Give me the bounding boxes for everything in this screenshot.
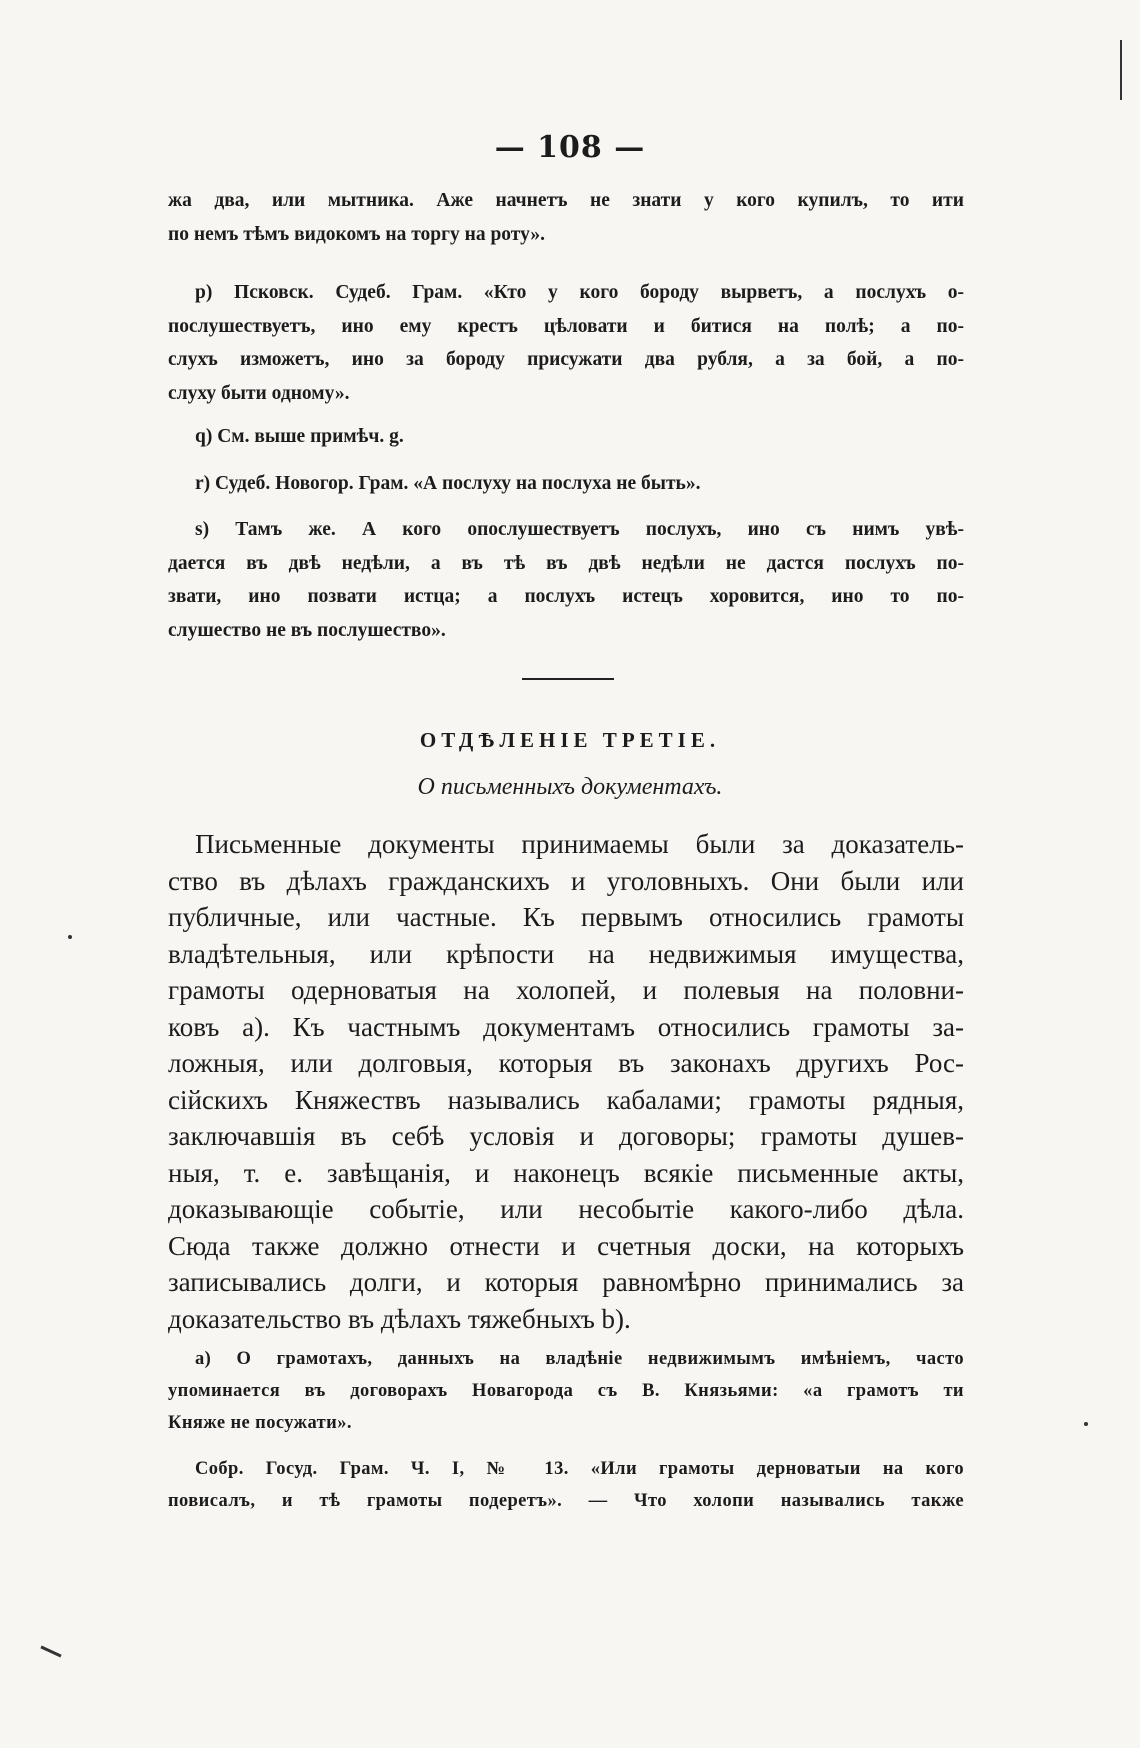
footnote-q xyxy=(168,420,964,454)
section-subtitle: О письменныхъ документахъ. xyxy=(417,774,723,800)
scan-speck xyxy=(68,935,72,939)
text-line: p) Псковск. Судеб. Грам. «Кто у кого бороду вырветъ, а послухъ о- xyxy=(195,282,964,303)
main-paragraph xyxy=(168,826,964,1337)
text-line: ковъ a). Къ частнымъ документамъ относились грамоты за- xyxy=(168,1011,964,1042)
text-line: жа два, или мытника. Аже начнетъ не знати у кого купилъ, то ити xyxy=(168,190,964,211)
text-line: владѣтельныя, или крѣпости на недвижимыя имущества, xyxy=(168,938,964,969)
text-line: сійскихъ Княжествъ назывались кабалами; грамоты рядныя, xyxy=(168,1084,964,1115)
text-line: звати, ино позвати истца; а послухъ истецъ хоровится, ино то по- xyxy=(168,586,964,607)
footnote-a xyxy=(168,1343,964,1439)
section-title: ОТДѢЛЕНІЕ ТРЕТІЕ. xyxy=(419,728,721,752)
footnote-p xyxy=(168,276,964,410)
text-line: записывались долги, и которыя равномѣрно принимались за xyxy=(168,1267,964,1297)
text-line: Сюда также должно отнести и счетныя доски, на которыхъ xyxy=(168,1230,964,1261)
text-line: публичные, или частные. Къ первымъ относились грамоты xyxy=(168,902,964,932)
text-line: слухъ изможетъ, ино за бороду присужати два рубля, а за бой, а по- xyxy=(168,349,964,370)
text-line: ложныя, или долговыя, которыя въ законахъ другихъ Рос- xyxy=(168,1048,964,1078)
footnote-continuation xyxy=(168,184,964,251)
text-line: слушество не въ послушество». xyxy=(168,619,446,641)
text-line: по немъ тѣмъ видокомъ на торгу на роту». xyxy=(168,223,545,245)
page-number: — 108 — xyxy=(494,130,646,165)
text-line: q) См. выше примѣч. g. xyxy=(195,426,404,447)
text-line: доказывающіе событіе, или несобытіе какого-либо дѣла. xyxy=(168,1194,964,1224)
text-line: a) О грамотахъ, данныхъ на владѣніе недвижимымъ имѣніемъ, часто xyxy=(195,1349,964,1369)
text-line: слуху быти одному». xyxy=(168,382,350,404)
scan-speck xyxy=(40,1645,61,1657)
text-line: Княже не посужати». xyxy=(168,1413,352,1433)
text-line: доказательство въ дѣлахъ тяжебныхъ b). xyxy=(168,1303,631,1334)
text-line: Письменные документы принимаемы были за доказатель- xyxy=(195,829,964,859)
footnote-s xyxy=(168,513,964,647)
scan-mark xyxy=(1120,40,1122,100)
text-line: Собр. Госуд. Грам. Ч. I, № 13. «Или грамоты дерноватыи на кого xyxy=(195,1459,964,1479)
text-line: грамоты одерноватыя на холопей, и полевыя на половни- xyxy=(168,975,964,1005)
text-line: s) Тамъ же. А кого опослушествуетъ послухъ, ино съ нимъ увѣ- xyxy=(195,519,964,540)
scan-speck xyxy=(1084,1422,1088,1426)
text-line: повисалъ, и тѣ грамоты подеретъ». — Что холопи назывались также xyxy=(168,1491,964,1511)
section-divider xyxy=(522,678,614,680)
footnote-sobr xyxy=(168,1453,964,1517)
text-line: дается въ двѣ недѣли, а въ тѣ въ двѣ недѣли не дастся послухъ по- xyxy=(168,552,964,574)
text-line: ство въ дѣлахъ гражданскихъ и уголовныхъ. Они были или xyxy=(168,865,964,896)
text-line: заключавшія въ себѣ условія и договоры; грамоты душев- xyxy=(168,1121,964,1151)
text-line: ныя, т. е. завѣщанія, и наконецъ всякіе письменные акты, xyxy=(168,1157,964,1188)
text-line: упоминается въ договорахъ Новагорода съ В. Князьями: «а грамотъ ти xyxy=(168,1381,964,1401)
text-line: r) Судеб. Новогор. Грам. «А послуху на послуха не быть». xyxy=(195,473,701,494)
text-line: послушествуетъ, ино ему крестъ цѣловати и битися на полѣ; а по- xyxy=(168,315,964,337)
footnote-r xyxy=(168,467,964,501)
